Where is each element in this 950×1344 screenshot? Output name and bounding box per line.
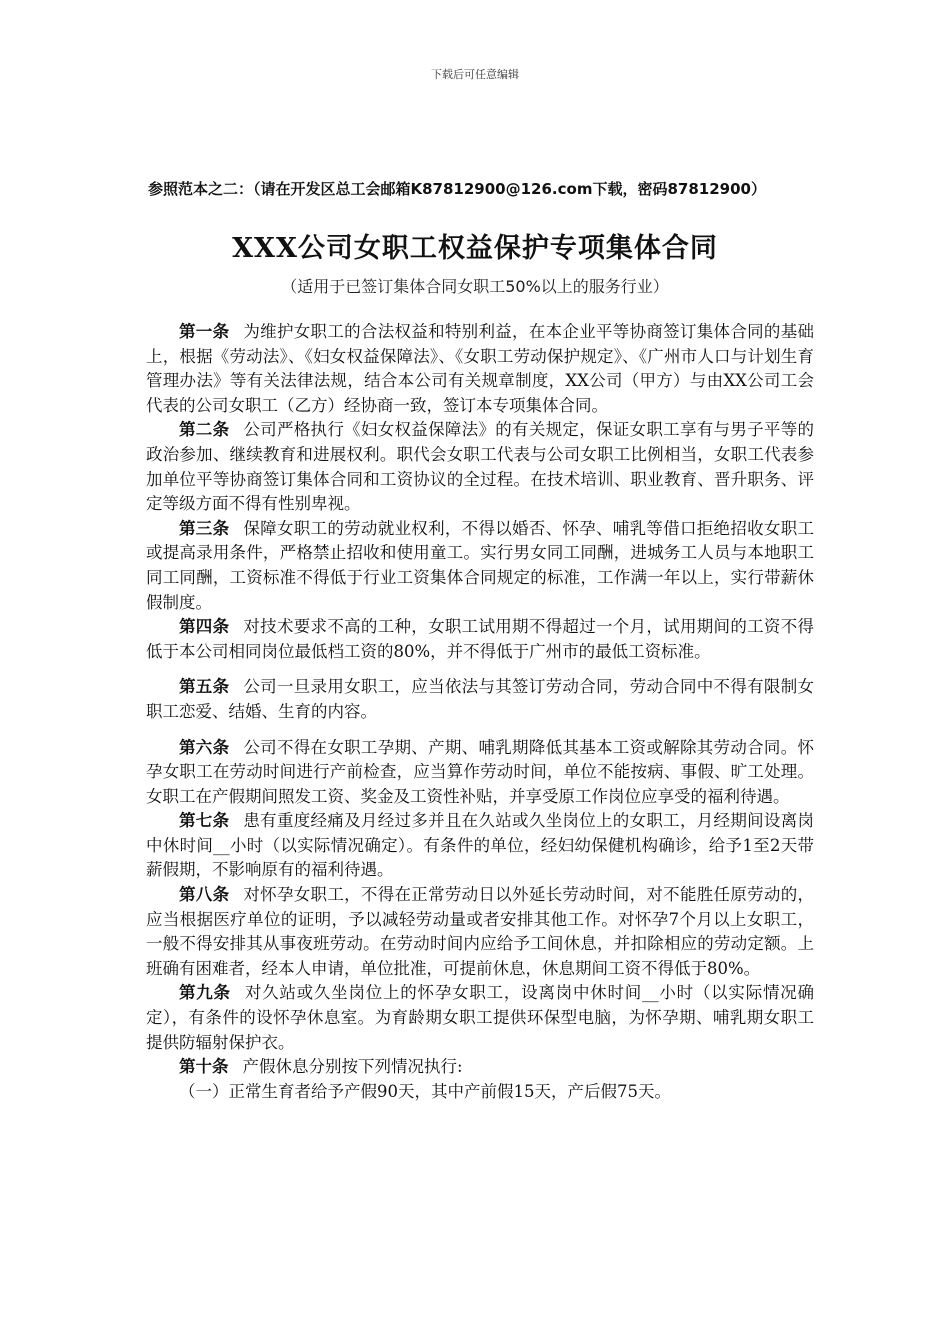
page-header: 下载后可任意编辑 bbox=[431, 68, 519, 81]
article-8 bbox=[146, 883, 814, 981]
document-body bbox=[146, 320, 814, 1104]
article-text: 患有重度经痛及月经过多并且在久站或久坐岗位上的女职工，月经期间设离岗中休时间__小时（以实际情况确定）。有条件的单位，经妇幼保健机构确诊，给予1至2天带薪假期，不影响原有的福利待遇。 bbox=[146, 811, 814, 880]
article-7 bbox=[146, 809, 814, 883]
article-label: 第二条 bbox=[179, 420, 230, 440]
article-text: 为维护女职工的合法权益和特别利益，在本企业平等协商签订集体合同的基础上，根据《劳动法》、《妇女权益保障法》、《女职工劳动保护规定》、《广州市人口与计划生育管理办法》等有关法律法规，结合本公司有关规章制度，XX公司（甲方）与由XX公司工会代表的公司女职工（乙方）经协商一致，签订本专项集体合同。 bbox=[146, 322, 814, 415]
article-text: 公司不得在女职工孕期、产期、哺乳期降低其基本工资或解除其劳动合同。怀孕女职工在劳动时间进行产前检查，应当算作劳动时间，单位不能按病、事假、旷工处理。女职工在产假期间照发工资、奖金及工资性补贴，并享受原工作岗位应享受的福利待遇。 bbox=[146, 737, 814, 806]
article-2 bbox=[146, 418, 814, 516]
article-text: 产假休息分别按下列情况执行: bbox=[242, 1057, 463, 1077]
article-label: 第一条 bbox=[179, 322, 230, 341]
article-label: 第七条 bbox=[179, 811, 230, 831]
article-4 bbox=[146, 615, 814, 664]
list-item: （一）正常生育者给予产假90天，其中产前假15天，产后假75天。 bbox=[179, 1081, 671, 1101]
article-label: 第三条 bbox=[179, 518, 230, 538]
article-10 bbox=[146, 1055, 814, 1080]
article-text: 对怀孕女职工，不得在正常劳动日以外延长劳动时间，对不能胜任原劳动的，应当根据医疗单位的证明，予以减轻劳动量或者安排其他工作。对怀孕7个月以上女职工，一般不得安排其从事夜班劳动。在劳动时间内应给予工间休息，并扣除相应的劳动定额。上班确有困难者，经本人申请，单位批准，可提前休息，休息期间工资不得低于80%。 bbox=[146, 885, 814, 978]
article-label: 第四条 bbox=[179, 617, 230, 637]
article-text: 公司一旦录用女职工，应当依法与其签订劳动合同，劳动合同中不得有限制女职工恋爱、结婚、生育的内容。 bbox=[146, 677, 814, 721]
article-5 bbox=[146, 675, 814, 724]
article-label: 第十条 bbox=[179, 1057, 229, 1077]
article-label: 第五条 bbox=[179, 677, 230, 697]
article-label: 第八条 bbox=[179, 885, 230, 905]
article-1 bbox=[146, 320, 814, 418]
document-subtitle: （适用于已签订集体合同女职工50%以上的服务行业） bbox=[281, 277, 669, 296]
article-text: 对技术要求不高的工种，女职工试用期不得超过一个月，试用期间的工资不得低于本公司相同岗位最低档工资的80%，并不得低于广州市的最低工资标准。 bbox=[146, 617, 814, 661]
article-label: 第六条 bbox=[179, 737, 230, 757]
article-text: 公司严格执行《妇女权益保障法》的有关规定，保证女职工享有与男子平等的政治参加、继续教育和进展权利。职代会女职工代表与公司女职工比例相当，女职工代表参加单位平等协商签订集体合同和工资协议的全过程。在技术培训、职业教育、晋升职务、评定等级方面不得有性别卑视。 bbox=[146, 420, 814, 514]
article-label: 第九条 bbox=[179, 983, 231, 1003]
article-text: 对久站或久坐岗位上的怀孕女职工，设离岗中休时间__小时（以实际情况确定），有条件的设怀孕休息室。为育龄期女职工提供环保型电脑，为怀孕期、哺乳期女职工提供防辐射保护衣。 bbox=[146, 983, 815, 1052]
document-title: XXX公司女职工权益保护专项集体合同 bbox=[232, 233, 718, 264]
article-6 bbox=[146, 736, 814, 810]
article-9 bbox=[146, 981, 814, 1055]
article-3 bbox=[146, 517, 814, 615]
article-text: 保障女职工的劳动就业权利，不得以婚否、怀孕、哺乳等借口拒绝招收女职工或提高录用条件，严格禁止招收和使用童工。实行男女同工同酬，进城务工人员与本地职工同工同酬，工资标准不得低于行业工资集体合同规定的标准，工作满一年以上，实行带薪休假制度。 bbox=[146, 518, 814, 612]
reference-note: 参照范本之二：（请在开发区总工会邮箱K87812900@126.com下载，密码87812900） bbox=[148, 180, 766, 198]
